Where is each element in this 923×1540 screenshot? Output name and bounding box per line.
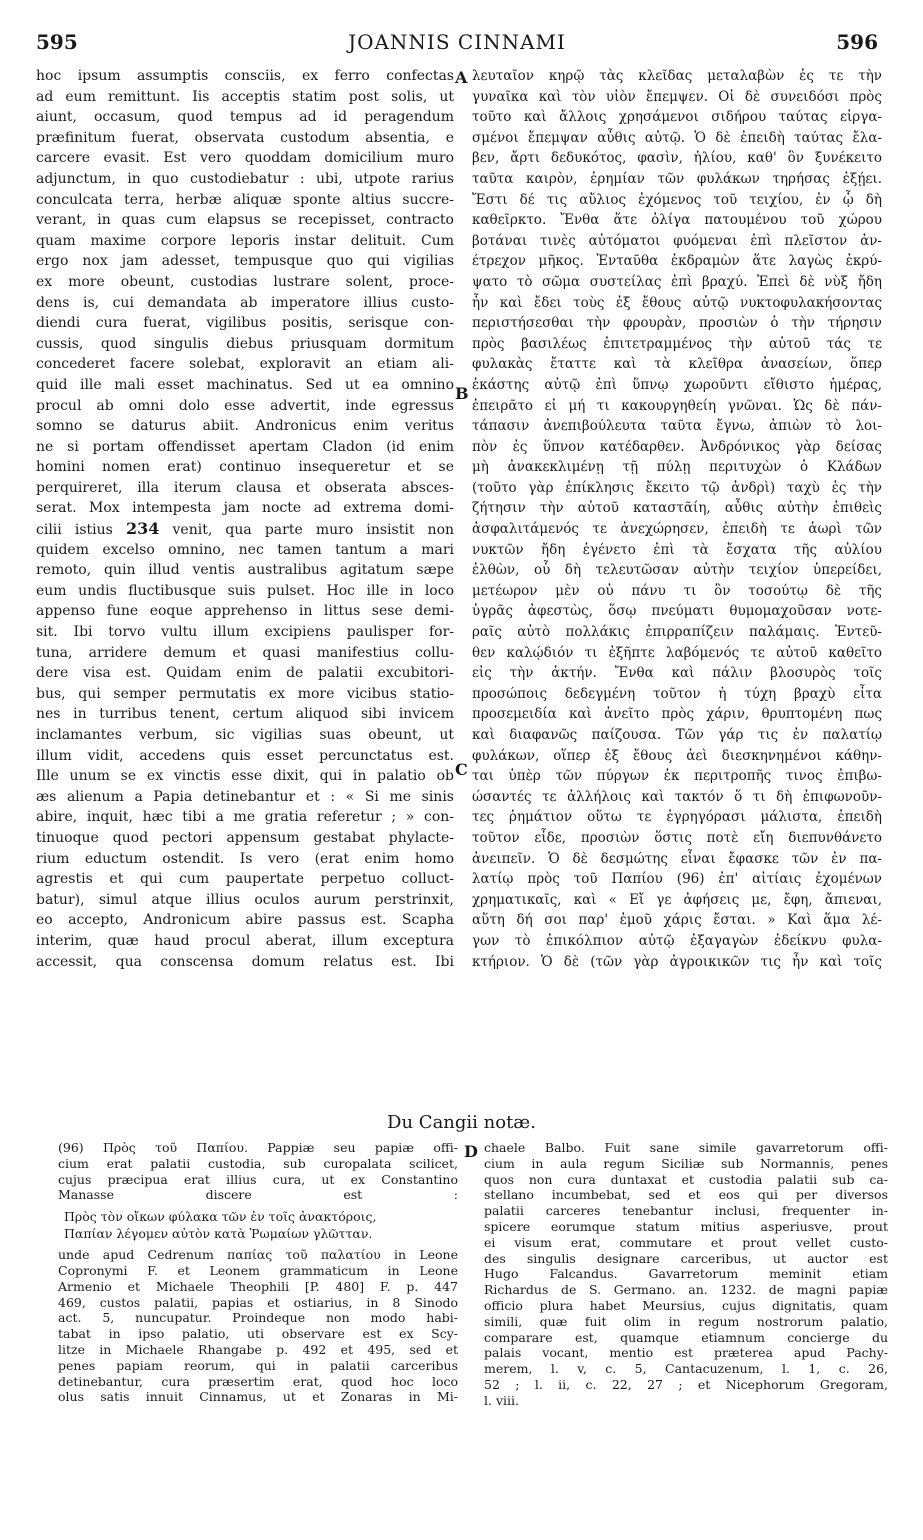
note-line: comparare est, quamque etiamnum concierge du <box>484 1329 888 1345</box>
latin-line: quidem excelso omnino, nec tamen tantum a mari <box>36 541 454 558</box>
greek-line: ἐπειρᾶτο εἰ μή τι κακουργηθείη γνῶναι. Ὡς δὲ πάν- <box>472 397 882 414</box>
note-line: act. 5, nuncupatur. Proindeque non modo habi- <box>58 1310 458 1326</box>
left-page-number: 595 <box>36 30 78 54</box>
greek-line: λατίῳ πρὸς τοῦ Παπίου (96) ἐπ' αἰτίαις ἐχομένων <box>472 871 882 888</box>
section-letter-a: A <box>455 68 468 87</box>
note-line: des singulis designare carceribus, ut auctor est <box>484 1250 888 1266</box>
latin-line: procul ab omni dolo esse advertit, inde egressus <box>36 397 454 414</box>
latin-line: eo accepto, Andronicum abire passus est. Scapha <box>36 912 454 929</box>
greek-line: γυναῖκα καὶ τὸν υἱὸν ἔπεμψεν. Οἱ δὲ συνειδόσι πρὸς <box>472 88 882 105</box>
greek-line: τάπασιν ἀνεπιβούλευτα ταῦτα ἔγνω, ἀπιὼν τὸ λοι- <box>472 418 882 435</box>
latin-line: appenso fune eoque apprehenso in littus sese demi- <box>36 603 454 620</box>
latin-line: ad eum remittunt. Iis acceptis statim post solis, ut <box>36 88 454 105</box>
note-line: unde apud Cedrenum παπίας τοῦ παλατίου in Leone <box>58 1247 458 1263</box>
greek-line: καθεῖρκτο. Ἔνθα ἅτε ὀλίγα πατουμένου τοῦ χώρου <box>472 212 882 229</box>
note-line: merem, l. v, c. 5, Cantacuzenum, l. 1, c. 26, <box>484 1361 888 1377</box>
latin-line: tuna, arridere demum et quasi manifestius collu- <box>36 644 454 661</box>
greek-line: φυλάκων, οἵπερ ἐξ ἔθους ἀεὶ διεσκηνημένοι κάθην- <box>472 747 882 764</box>
greek-line: προσεμειδία καὶ ἀνεῖτο πρὸς χάριν, θρυπτομένη πως <box>472 706 882 723</box>
greek-line: ραῖς αὐτὸ πολλάκις ἐπιρραπίζειν παλάμαις. Ἐντεῦ- <box>472 624 882 641</box>
notes-heading: Du Cangii notæ. <box>387 1112 536 1133</box>
latin-line: sit. Ibi torvo vultu illum excipiens paulisper for- <box>36 624 454 641</box>
latin-line: perquireret, illa iterum clausa et obserata absces- <box>36 479 454 496</box>
latin-line: interim, quæ haud procul aberat, illum exceptura <box>36 932 454 949</box>
latin-line: accessit, qua conscensa domum relatus est. Ibi <box>36 953 454 970</box>
greek-line: βεν, ἄρτι δεδυκότος, φασὶν, ἡλίου, καθ' ὃν ξυνέκειτο <box>472 150 882 167</box>
greek-line: περιστήσεσθαι τὴν φρουρὰν, προσιὼν ὁ τὴν τήρησιν <box>472 315 882 332</box>
note-line: ei visum erat, commutare et prout vellet custo- <box>484 1234 888 1250</box>
latin-line: Ille unum se ex vinctis esse dixit, qui in palatio ob <box>36 768 454 785</box>
latin-line: inclamantes verbum, sic vigilias suas obeunt, ut <box>36 727 454 743</box>
latin-line: somno se daturus abiit. Andronicus enim veritus <box>36 418 454 435</box>
latin-line: æs alienum a Papia detinebantur et : « Si me sinis <box>36 788 454 805</box>
greek-line: ἑκάστης αὐτῷ ἐπὶ ὕπνῳ χωροῦντι εἴθιστο ἡμέρας, <box>472 376 882 393</box>
note-line: cium erat palatii custodia, sub curopalata scilicet, <box>58 1155 458 1171</box>
latin-line: hoc ipsum assumptis consciis, ex ferro confectas <box>36 68 454 84</box>
latin-column <box>36 66 454 972</box>
note-line: simili, quæ fuit olim in regum nostrorum palatio, <box>484 1313 888 1329</box>
greek-line: σμένοι ἔπεμψαν αὖθις αὐτῷ. Ὁ δὲ ἐπειδὴ ταύτας ἔλα- <box>472 129 882 146</box>
greek-line: γων τὸ ἐπικόλπιον αὐτῷ ἐξαγαγὼν ἐδείκνυ φυλα- <box>472 932 882 949</box>
greek-line: αὕτη δή σοι παρ' ἐμοῦ χάρις ἔσται. » Καὶ ἅμα λέ- <box>472 912 882 929</box>
latin-line: serat. Mox intempesta jam nocte ad extrema domi- <box>36 500 454 517</box>
greek-line: βοτάναι τινὲς αὐτόματοι φυόμεναι ἐπὶ πλεῖστον ἀν- <box>472 232 882 249</box>
greek-line: χρηματικαῖς, καὶ « Εἴ γε ἀφήσεις με, ἔφη, ἄπιεναι, <box>472 891 882 908</box>
greek-line: ταῦτα καιρὸν, ἐρημίαν τῶν φυλάκων τηρήσας ἐξῄει. <box>472 170 882 187</box>
greek-line: (τοῦτο γὰρ ἐπίκλησις ἔκειτο τῷ ἀνδρὶ) ταχὺ ἐς τὴν <box>472 479 882 496</box>
note-line: chaele Balbo. Fuit sane simile gavarretorum offi- <box>484 1140 888 1155</box>
latin-line: diendi cura fuerat, vigilibus positis, serisque con- <box>36 315 454 332</box>
note-line: 469, custos palatii, papias et ostiarius, in 8 Sinodo <box>58 1294 458 1310</box>
greek-column <box>472 66 882 972</box>
note-line: litze in Michaele Rhangabe p. 492 et 495, sed et <box>58 1341 458 1357</box>
note-line: palais vocant, mentio est præterea apud Pachy- <box>484 1345 888 1361</box>
note-line: l. viii. <box>484 1392 519 1408</box>
greek-line: λευταῖον κηρῷ τὰς κλεῖδας μεταλαβὼν ἐς τε τὴν <box>472 68 882 84</box>
latin-line: batur), simul atque illius oculos aurum perstrinxit, <box>36 891 454 908</box>
note-line: Armenio et Michaele Theophili [P. 480] F. p. 447 <box>58 1278 458 1294</box>
greek-line: έτρεχον μῆκος. Ἐνταῦθα ἐκδραμὼν ἅτε λαγὼς ἐκρύ- <box>472 253 882 270</box>
latin-line: bus, qui semper permutatis ex more vicibus statio- <box>36 685 454 702</box>
latin-line-part: cilii istius <box>36 522 113 539</box>
latin-line: dere visa est. Quidam enim de palatii excubitori- <box>36 665 454 682</box>
greek-line: τες ῥημάτιον οὕτω τε ἐγρηγόρασι μάλιστα, ἐπειδὴ <box>472 809 882 826</box>
greek-line: ἦν καὶ ἔδει τοὺς ἐξ ἔθους αὐτῷ νυκτοφυλακήσοντας <box>472 294 882 311</box>
greek-line: μετέωρον μὲν οὐ πάνυ τι ὂν τοσούτῳ δὲ τῆς <box>472 582 882 599</box>
note-line: Manasse discere est : <box>58 1187 458 1203</box>
note-line: quos non cura duntaxat et custodia palatii sub ca- <box>484 1171 888 1187</box>
note-line: Richardus de S. Germano. an. 1232. de magni papiæ <box>484 1282 888 1298</box>
greek-line: ἀνειπεῖν. Ὁ δὲ δεσμώτης εἶναι ἔφασκε τῶν ἐν πα- <box>472 850 882 867</box>
section-letter-b: B <box>455 384 469 403</box>
latin-line-part: venit, qua parte muro insistit non <box>172 522 454 539</box>
greek-line: προσώποις δεδεγμένη τοῦτον ἡ τύχη βραχὺ εἶτα <box>472 685 882 702</box>
greek-line: πρὸς βασιλέως ἐπιτετραμμένος τὴν αὐτοῦ τάς τε <box>472 335 882 352</box>
latin-line: abire, inquit, hæc tibi a me gratia referetur ; » con- <box>36 809 454 826</box>
note-line: Copronymi F. et Leonem grammaticum in Leone <box>58 1262 458 1278</box>
page-header <box>36 30 878 64</box>
note-line: penes papiam reorum, qui in palatii carceribus <box>58 1357 458 1373</box>
latin-line: ergo nox jam adesset, tempusque quo qui vigilias <box>36 253 454 270</box>
greek-line: πὸν ἐς ὕπνον κατέδαρθεν. Ἀνδρόνικος γὰρ δείσας <box>472 438 882 455</box>
greek-line: ψατο τὸ σῶμα συστείλας ἐπὶ βραχύ. Ἐπεὶ δὲ νὺξ ἤδη <box>472 273 882 290</box>
notes-right-column <box>484 1140 888 1409</box>
right-page-number: 596 <box>836 30 878 54</box>
note-line: detinebantur, cura præsertim erat, quod hoc loco <box>58 1373 458 1389</box>
note-line: (96) Πρὸς τοῦ Παπίου. Pappiæ seu papiæ offi- <box>58 1140 458 1155</box>
latin-line: ex more obeunt, custodias lustrare solent, proce- <box>36 273 454 290</box>
note-line: Hugo Falcandus. Gavarretorum meminit etiam <box>484 1266 888 1282</box>
note-line: cium in aula regum Siciliæ sub Normannis, penes <box>484 1155 888 1171</box>
latin-line: agrestis et qui cum paupertate perpetuo colluct- <box>36 871 454 888</box>
section-letter-c: C <box>455 760 468 779</box>
latin-line: concederet facere solebat, exploravit an etiam ali- <box>36 356 454 373</box>
latin-line: dens is, cui demandata ab imperatore illius custo- <box>36 294 454 311</box>
greek-line: νυκτῶν ἤδη ἐγένετο ἐπὶ τὰ ἔσχατα τῆς αὐλίου <box>472 541 882 558</box>
greek-line: ζήτησιν τὴν αὐτοῦ καταστᾶίη, αὖθις αὐτὴν ἐπιθεὶς <box>472 500 882 517</box>
verse-line: Παπίαν λέγομεν αὐτὸν κατὰ Ῥωμαίων γλῶτταν. <box>64 1226 373 1242</box>
latin-line: carcere evasit. Est vero quoddam domicilium muro <box>36 150 454 167</box>
latin-line: quid ille mali esset machinatus. Sed ut ea omnino <box>36 376 454 393</box>
latin-line: tinuoque quod pectori appensum gestabat phylacte- <box>36 829 454 846</box>
greek-line: Ἔστι δέ τις αὔλιος ἐχόμενος τοῦ τειχίου, ἐν ᾧ δὴ <box>472 191 882 208</box>
greek-line: ἐλθὼν, οὗ δὴ τελευτῶσαν αὐτὴν τειχίον ὑπερείδει, <box>472 562 882 579</box>
edition-page-marker: 234 <box>125 519 160 539</box>
latin-line: præfinitum fuerat, observata custodum absentia, e <box>36 129 454 146</box>
note-line: olus satis innuit Cinnamus, ut et Zonaras in Mi- <box>58 1389 458 1405</box>
note-line: officio plura habet Meursius, cujus dignitatis, quam <box>484 1297 888 1313</box>
latin-line: ne si portam offendisset apertam Cladon (id enim <box>36 438 454 455</box>
greek-line: εἰς τὴν ἀκτήν. Ἔνθα καὶ πάλιν βλοσυρὸς τοῖς <box>472 665 882 682</box>
section-letter-d: D <box>464 1142 478 1161</box>
latin-line: cussis, quod singulis diebus priusquam dormitum <box>36 335 454 352</box>
greek-line: κτήριον. Ὁ δὲ (τῶν γὰρ ἀγροικικῶν τις ἦν καὶ τοῖς <box>472 953 882 970</box>
running-title: JOANNIS CINNAMI <box>348 30 566 54</box>
greek-line: καὶ διαφανῶς παίζουσα. Τῶν γάρ τις ἐν παλατίῳ <box>472 727 882 743</box>
latin-line: homini nomen erat) continuo insequeretur et se <box>36 459 454 476</box>
note-line: spicere eorumque statum mitius asperiusve, prout <box>484 1218 888 1234</box>
greek-line: θεν καλῴδιόν τι ἐξῆπτε λαβόμενός τε αὐτοῦ καθεῖτο <box>472 644 882 661</box>
notes-left-column <box>58 1140 458 1405</box>
latin-line: nes in turribus tenent, certum aliquod sibi invicem <box>36 706 454 723</box>
note-line: 52 ; l. ii, c. 22, 27 ; et Nicephorum Gregoram, <box>484 1376 888 1392</box>
greek-line: ται ὑπὲρ τῶν πύργων ἐκ περιτροπῆς τινος ἐπιβω- <box>472 768 882 785</box>
greek-line: τοῦτον εἶδε, προσιὼν ὅστις ποτὲ εἴη διεπυνθάνετο <box>472 829 882 846</box>
latin-line: quam maxime corpore leporis instar delituit. Cum <box>36 232 454 249</box>
greek-line: φυλακὰς ἔταττε καὶ τὰ κλεῖθρα ἀνασείων, ὅπερ <box>472 356 882 373</box>
latin-line: illum vidit, accedens quis esset percunctatus est. <box>36 747 454 764</box>
verse-line: Πρὸς τὸν οἴκων φύλακα τῶν ἐν τοῖς ἀνακτόροις, <box>64 1209 377 1225</box>
note-line: palatii carceres tenebantur inclusi, frequenter in- <box>484 1203 888 1219</box>
latin-line: rium eductum ostendit. Is vero (erat enim homo <box>36 850 454 867</box>
latin-line <box>36 519 454 540</box>
latin-line: verant, in quas cum elapsus se recepisset, contracto <box>36 212 454 229</box>
latin-line: remoto, quin illud ventis australibus agitatum sæpe <box>36 562 454 579</box>
note-line: tabat in ipso palatio, uti observare est ex Scy- <box>58 1326 458 1342</box>
latin-line: aiunt, occasum, quod tempus ad id peragendum <box>36 109 454 126</box>
note-line: stellano incumbebat, sed et eos qui per diversos <box>484 1187 888 1203</box>
latin-line: eum undis fluctibusque suis pulset. Hoc ille in loco <box>36 582 454 599</box>
greek-line: ὑγρᾶς ἀφεστὼς, ὅσῳ πνεύματι θυμομαχοῦσαν νοτε- <box>472 603 882 620</box>
greek-line: ώσαντές τε ἀλλήλοις καὶ τακτόν ὅ τι δὴ ἐπιφωνοῦν- <box>472 788 882 805</box>
latin-line: conculcata terra, herbæ aliquæ sponte altius succre- <box>36 191 454 208</box>
latin-line: adjunctum, in quo custodiebatur : ubi, utpote rarius <box>36 170 454 187</box>
greek-line: μὴ ἀνακεκλιμένῃ τῇ πύλῃ περιτυχὼν ὁ Κλάδων <box>472 459 882 476</box>
note-line: cujus præcipua erat illius cura, ut ex Constantino <box>58 1171 458 1187</box>
greek-line: τοῦτο καὶ ἄλλοις χρησάμενοι σιδήρου ταύτας εἰργα- <box>472 109 882 126</box>
greek-line: ἀσφαλιτάμενός τε ἀνεχώρησεν, ἐπειδὴ τε ἀωρὶ τῶν <box>472 521 882 538</box>
